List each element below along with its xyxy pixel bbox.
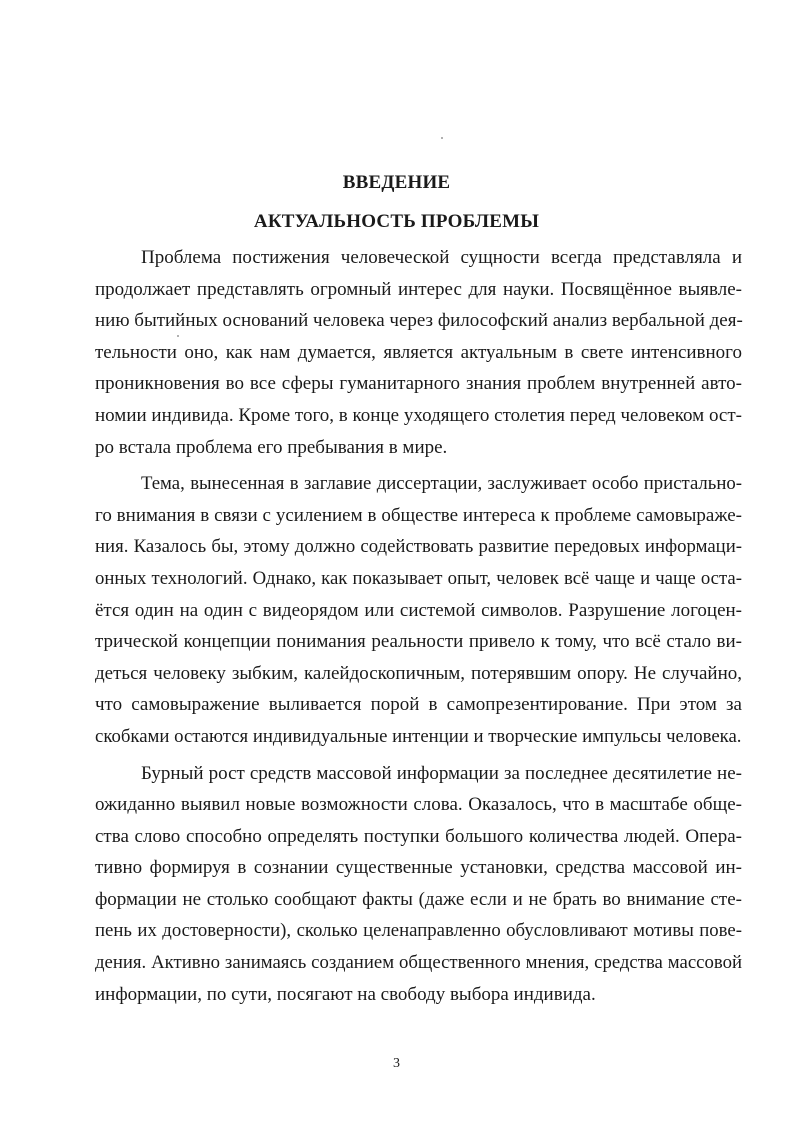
text-line: трической концепции понимания реальности привело к тому, что всё стало ви- (95, 631, 742, 653)
chapter-title: ВВЕДЕНИЕ (342, 172, 451, 193)
text-line: Бурный рост средств массовой информации за последнее десятилетие не- (141, 762, 742, 784)
scan-speck (441, 137, 443, 139)
text-line: тельности оно, как нам думается, является актуальным в свете интенсивного (95, 341, 742, 363)
section-title: АКТУАЛЬНОСТЬ ПРОБЛЕМЫ (253, 211, 540, 232)
text-line: ожиданно выявил новые возможности слова. Оказалось, что в масштабе обще- (95, 794, 742, 816)
text-line: что самовыражение выливается порой в самопрезентирование. При этом за (95, 694, 742, 716)
text-line: тивно формируя в сознании существенные установки, средства массовой ин- (95, 857, 742, 879)
text-line: ро встала проблема его пребывания в мире. (95, 436, 448, 458)
body-text (95, 242, 742, 1010)
text-line: онных технологий. Однако, как показывает опыт, человек всё чаще и чаще оста- (95, 567, 742, 589)
text-line: Тема, вынесенная в заглавие диссертации, заслуживает особо пристально- (141, 473, 742, 495)
text-line: скобками остаются индивидуальные интенции и творческие импульсы человека. (95, 725, 742, 747)
text-line: продолжает представлять огромный интерес для науки. Посвящённое выявле- (95, 278, 742, 300)
text-line: пень их достоверности), сколько целенаправленно обусловливают мотивы пове- (95, 920, 742, 942)
text-line: информации, по сути, посягают на свободу выбора индивида. (95, 983, 596, 1005)
paragraph (95, 468, 742, 752)
paragraph (95, 758, 742, 1011)
text-line: дения. Активно занимаясь созданием общественного мнения, средства массовой (95, 952, 742, 974)
text-line: ётся один на один с видеорядом или системой символов. Разрушение логоцен- (95, 599, 742, 621)
page-number: 3 (393, 1056, 400, 1071)
text-line: нию бытийных оснований человека через философский анализ вербальной дея- (95, 310, 743, 332)
text-line: ства слово способно определять поступки большого количества людей. Опера- (95, 825, 742, 847)
text-line: проникновения во все сферы гуманитарного знания проблем внутренней авто- (95, 373, 742, 395)
text-line: Проблема постижения человеческой сущности всегда представляла и (141, 247, 742, 268)
text-line: ния. Казалось бы, этому должно содействовать развитие передовых информаци- (95, 536, 742, 558)
text-line: формации не столько сообщают факты (даже если и не брать во внимание сте- (95, 888, 742, 910)
text-line: деться человеку зыбким, калейдоскопичным, потерявшим опору. Не случайно, (95, 662, 742, 684)
paragraph (95, 242, 742, 463)
text-line: го внимания в связи с усилением в обществе интереса к проблеме самовыраже- (95, 504, 742, 526)
text-line: номии индивида. Кроме того, в конце уходящего столетия перед человеком ост- (95, 404, 742, 426)
